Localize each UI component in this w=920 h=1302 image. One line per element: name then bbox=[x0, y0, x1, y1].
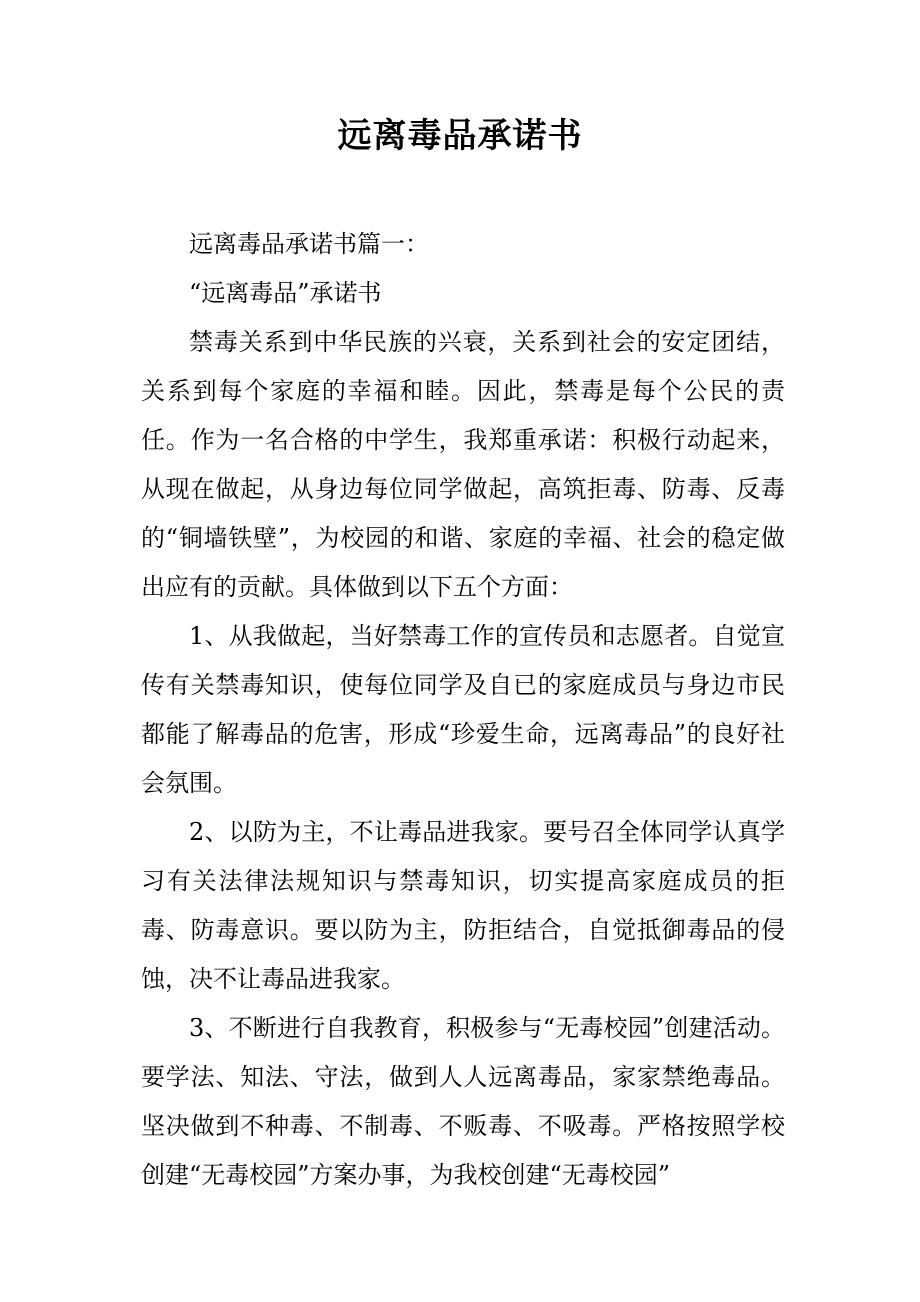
section-heading: 远离毒品承诺书篇一： bbox=[189, 230, 429, 258]
paragraph-point-3: 3、不断进行自我教育，积极参与“无毒校园”创建活动。要学法、知法、守法，做到人人远离毒品，家家禁绝毒品。坚决做到不种毒、不制毒、不贩毒、不吸毒。严格按照学校创建“无毒校园”方案办事，为我校创建“无毒校园” bbox=[141, 1014, 785, 1189]
paragraph-intro: 禁毒关系到中华民族的兴衰，关系到社会的安定团结，关系到每个家庭的幸福和睦。因此，禁毒是每个公民的责任。作为一名合格的中学生，我郑重承诺：积极行动起来，从现在做起，从身边每位同学做起，高筑拒毒、防毒、反毒的“铜墙铁壁”，为校园的和谐、家庭的幸福、社会的稳定做出应有的贡献。具体做到以下五个方面： bbox=[141, 328, 785, 601]
paragraph-point-2: 2、以防为主，不让毒品进我家。要号召全体同学认真学习有关法律法规知识与禁毒知识，切实提高家庭成员的拒毒、防毒意识。要以防为主，防拒结合，自觉抵御毒品的侵蚀，决不让毒品进我家。 bbox=[141, 818, 785, 993]
document-body bbox=[141, 220, 785, 1200]
sub-title: “远离毒品”承诺书 bbox=[189, 279, 382, 307]
paragraph-point-1: 1、从我做起，当好禁毒工作的宣传员和志愿者。自觉宣传有关禁毒知识，使每位同学及自已的家庭成员与身边市民都能了解毒品的危害，形成“珍爱生命，远离毒品”的良好社会氛围。 bbox=[141, 622, 785, 797]
document-title: 远离毒品承诺书 bbox=[337, 116, 583, 156]
